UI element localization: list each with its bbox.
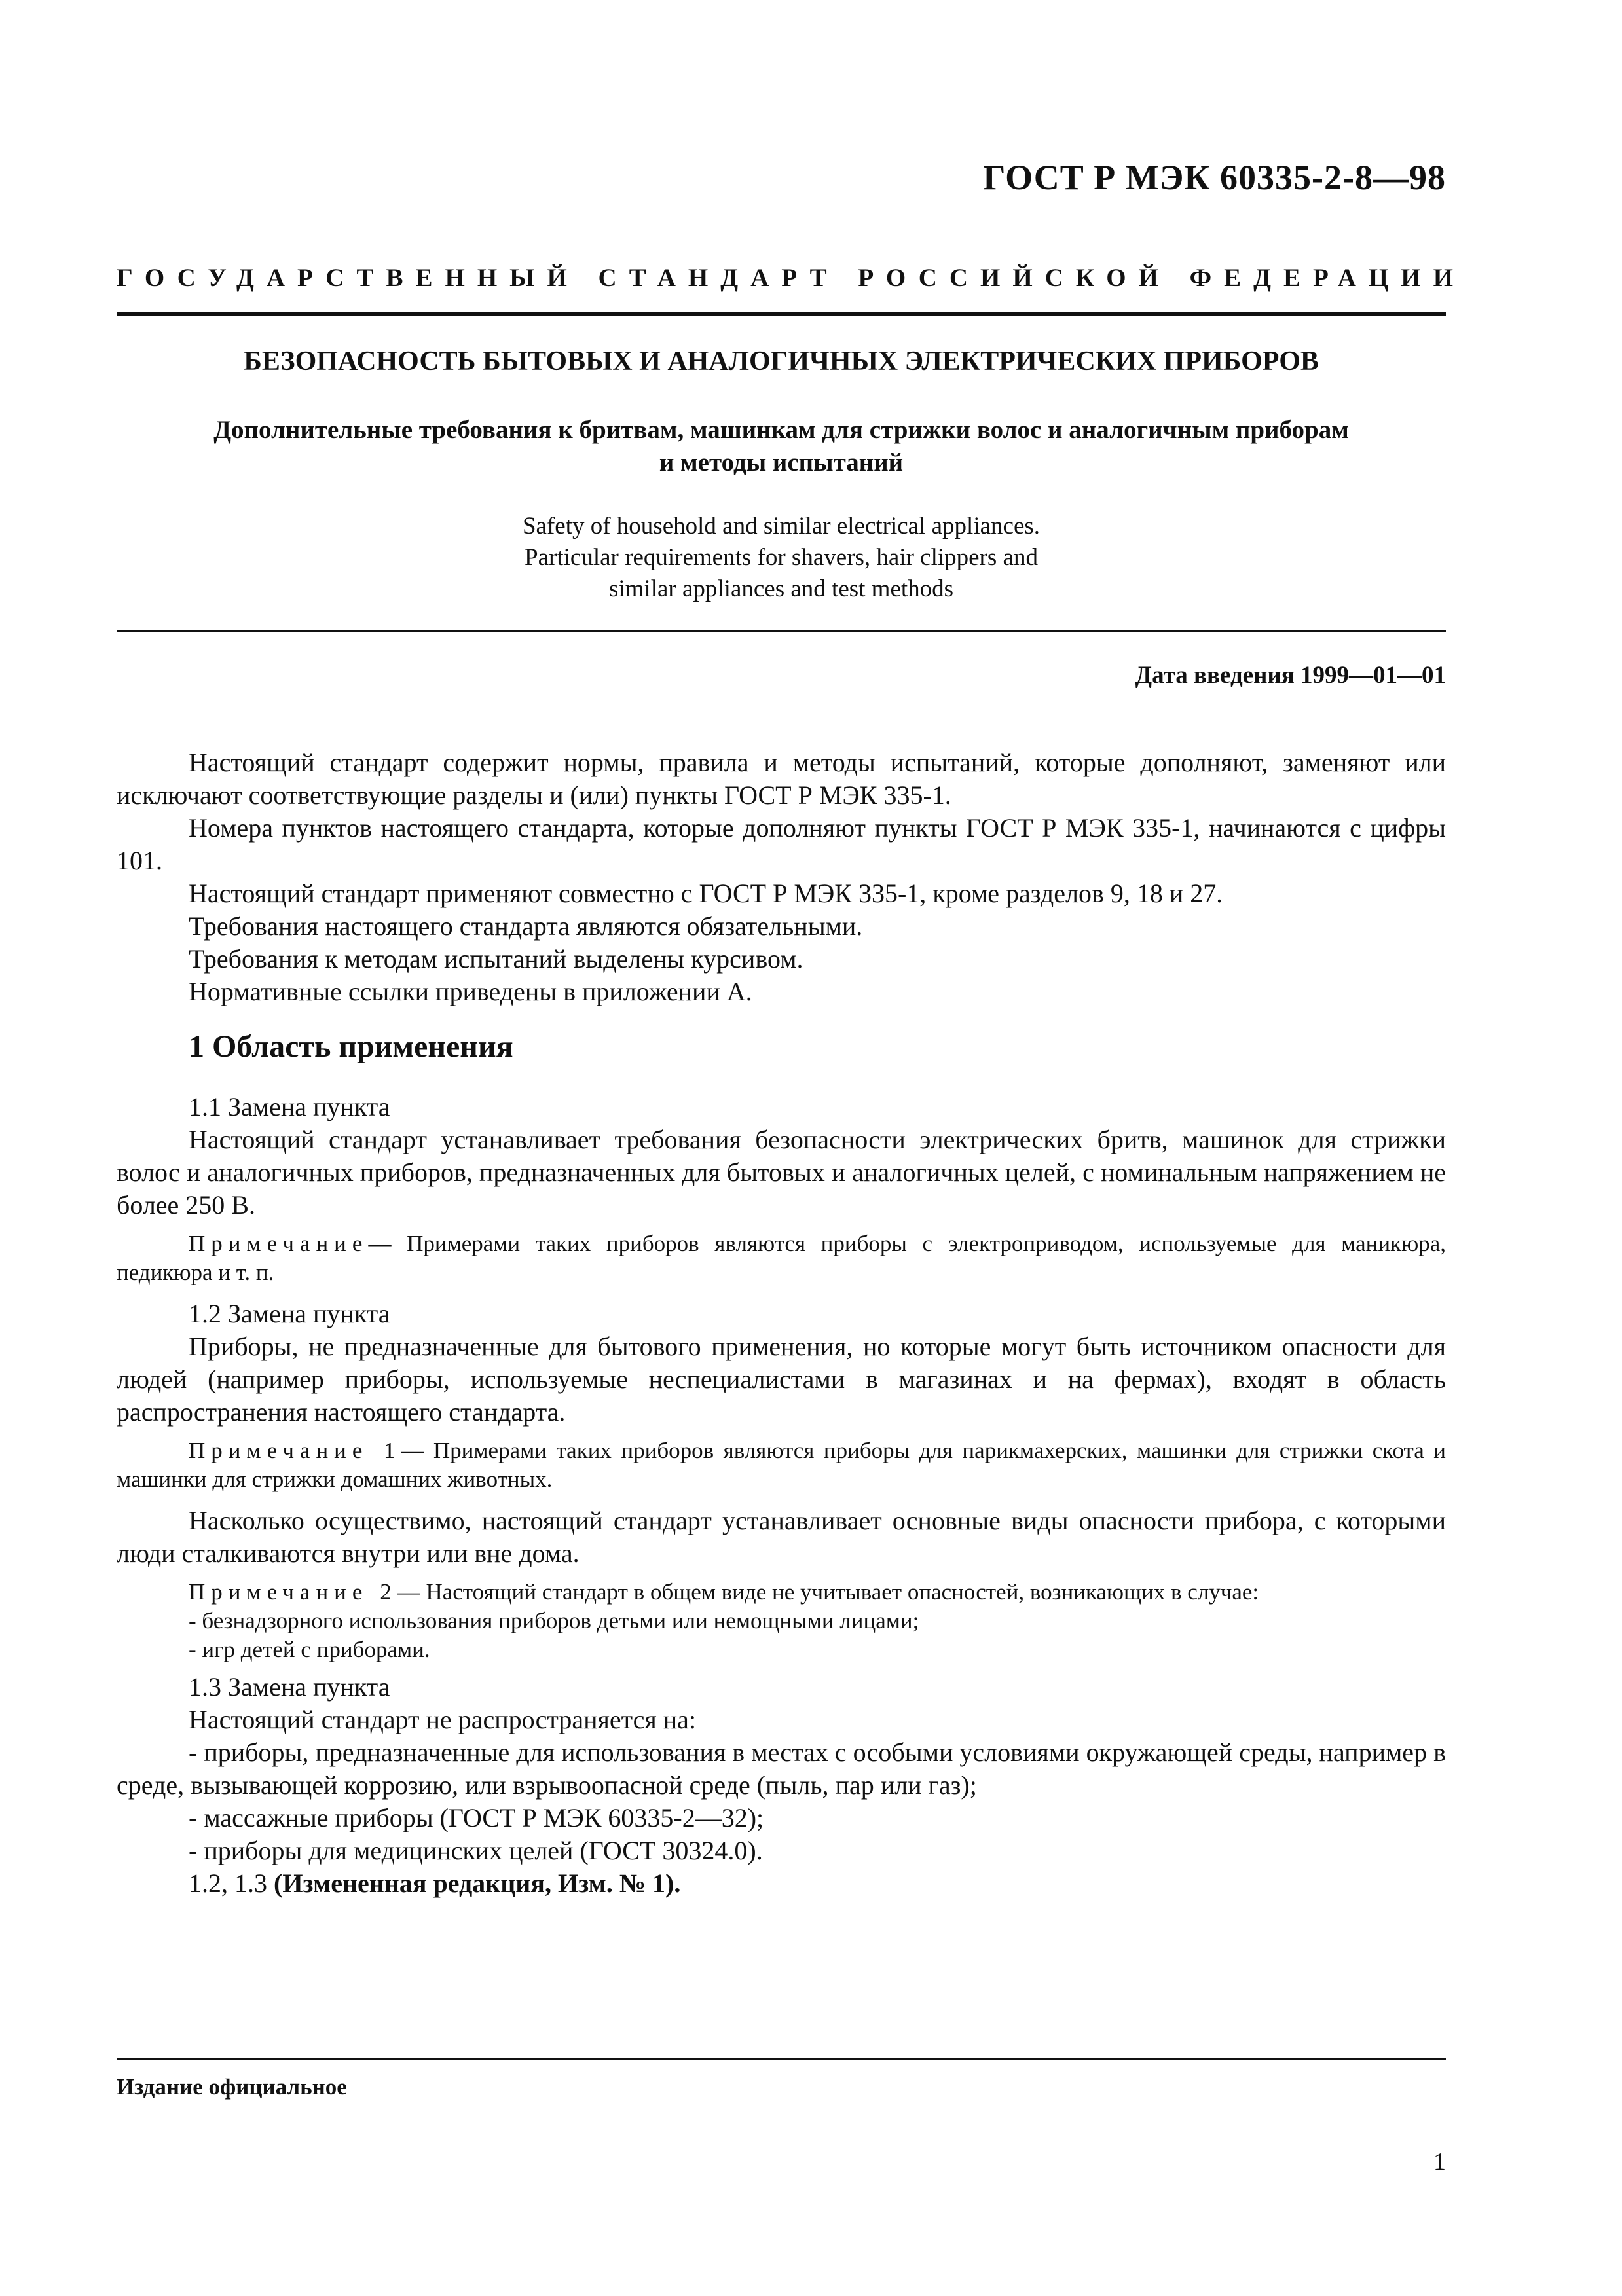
english-title-line-2: Particular requirements for shavers, hair clippers and	[525, 544, 1038, 571]
english-title-line-3: similar appliances and test methods	[608, 575, 954, 602]
english-title-line-1: Safety of household and similar electrical appliances.	[522, 513, 1041, 539]
document-title: БЕЗОПАСНОСТЬ БЫТОВЫХ И АНАЛОГИЧНЫХ ЭЛЕКТРИЧЕСКИХ ПРИБОРОВ	[244, 346, 1319, 376]
intro-paragraph: Номера пунктов настоящего стандарта, которые дополняют пункты ГОСТ Р МЭК 335-1, начинаются с цифры 101.	[117, 813, 1446, 875]
page-number: 1	[1433, 2148, 1446, 2176]
clause-text: Приборы, не предназначенные для бытового применения, но которые могут быть источником опасности для людей (например приборы, используемые неспециалистами в магазинах и на фермах), входят в область распространения настоящего стандарта.	[117, 1332, 1446, 1427]
clause-label: 1.2 Замена пункта	[189, 1299, 390, 1328]
intro-paragraph: Требования настоящего стандарта являются обязательными.	[189, 911, 863, 941]
note-word: Примечание 1	[189, 1438, 401, 1463]
spacer	[117, 1664, 1446, 1671]
document-subtitle	[117, 414, 1446, 479]
intro-paragraph: Требования к методам испытаний выделены курсивом.	[189, 944, 803, 974]
amendment-clauses: 1.2, 1.3	[189, 1868, 267, 1898]
clause-text: Насколько осуществимо, настоящий стандарт устанавливает основные виды опасности прибора, с которыми люди сталкиваются внутри или вне дома.	[117, 1506, 1446, 1568]
english-title	[117, 511, 1446, 605]
clause-label: 1.3 Замена пункта	[189, 1672, 390, 1702]
amendment-reference	[117, 1867, 1446, 1900]
clause-list-item: - приборы для медицинских целей (ГОСТ 30324.0).	[189, 1836, 763, 1865]
footer-divider	[117, 2058, 1446, 2060]
intro-paragraph: Настоящий стандарт содержит нормы, правила и методы испытаний, которые дополняют, заменяют или исключают соответствующие разделы и (или) пункты ГОСТ Р МЭК 335-1.	[117, 748, 1446, 810]
note-list-item: - игр детей с приборами.	[189, 1637, 430, 1662]
introduction-date: Дата введения 1999—01—01	[1135, 662, 1446, 689]
note-text: — Примерами таких приборов являются приборы с электроприводом, используемые для маникюра, педикюра и т. п.	[117, 1231, 1446, 1285]
note-text: — Настоящий стандарт в общем виде не учитывает опасностей, возникающих в случае:	[397, 1579, 1259, 1605]
clause-list-item: - приборы, предназначенные для использования в местах с особыми условиями окружающей среды, например в среде, вызывающей коррозию, или взрывоопасной среде (пыль, пар или газ);	[117, 1738, 1446, 1800]
intro-paragraph: Настоящий стандарт применяют совместно с ГОСТ Р МЭК 335-1, кроме разделов 9, 18 и 27.	[189, 879, 1223, 908]
note	[117, 1436, 1446, 1494]
subtitle-line-2: и методы испытаний	[659, 448, 904, 477]
document-body	[117, 746, 1446, 1900]
intro-paragraph: Нормативные ссылки приведены в приложении А.	[189, 977, 752, 1006]
title-divider	[117, 630, 1446, 632]
note-word: Примечание	[189, 1231, 369, 1256]
clause-text: Настоящий стандарт устанавливает требования безопасности электрических бритв, машинок для стрижки волос и аналогичных приборов, предназначенных для бытовых и аналогичных целей, с номинальным напряжением не более 250 В.	[117, 1125, 1446, 1220]
note	[117, 1230, 1446, 1287]
note-text: — Примерами таких приборов являются приборы для парикмахерских, машинки для стрижки скота и машинки для стрижки домашних животных.	[117, 1438, 1446, 1492]
clause-list-item: - массажные приборы (ГОСТ Р МЭК 60335-2—32);	[189, 1803, 764, 1832]
subtitle-line-1: Дополнительные требования к бритвам, машинкам для стрижки волос и аналогичным приборам	[213, 416, 1349, 444]
clause-label: 1.1 Замена пункта	[189, 1092, 390, 1121]
section-heading: 1 Область применения	[189, 1029, 513, 1064]
document-page	[117, 0, 1465, 2296]
header-divider	[117, 312, 1446, 316]
edition-label: Издание официальное	[117, 2074, 347, 2100]
state-standard-banner: ГОСУДАРСТВЕННЫЙ СТАНДАРТ РОССИЙСКОЙ ФЕДЕРАЦИИ	[117, 264, 1465, 292]
note	[117, 1578, 1446, 1607]
standard-designation: ГОСТ Р МЭК 60335-2-8—98	[983, 158, 1446, 197]
amendment-text: (Измененная редакция, Изм. № 1).	[274, 1868, 681, 1898]
clause-text: Настоящий стандарт не распространяется на:	[189, 1705, 697, 1734]
note-list-item: - безнадзорного использования приборов детьми или немощными лицами;	[189, 1608, 919, 1633]
note-word: Примечание 2	[189, 1579, 397, 1605]
